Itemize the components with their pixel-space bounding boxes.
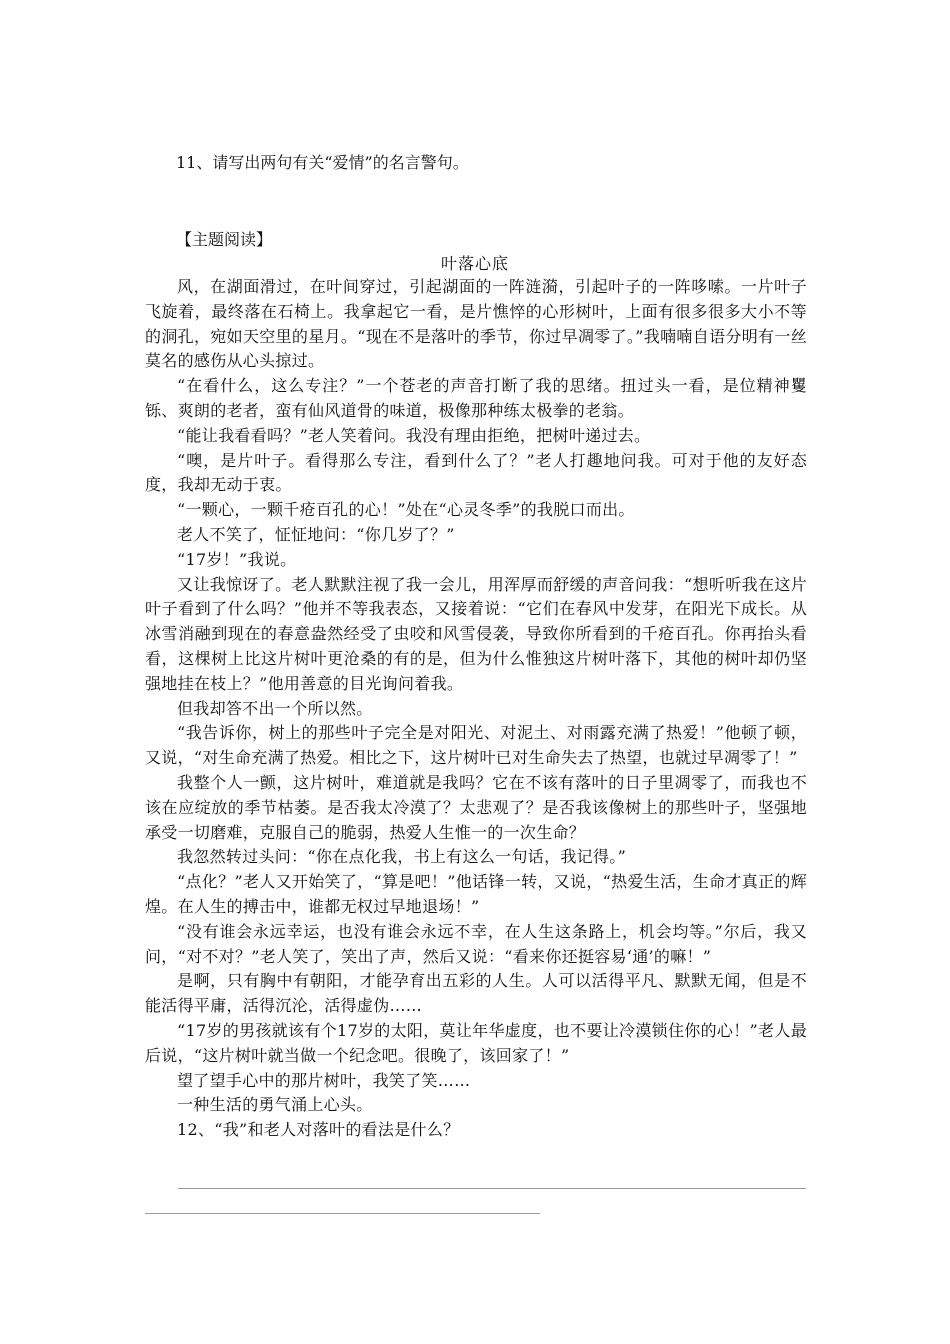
answer-line xyxy=(178,1188,806,1189)
article-paragraph: “能让我看看吗？”老人笑着问。我没有理由拒绝，把树叶递过去。 xyxy=(177,425,651,445)
article-paragraph: “我告诉你，树上的那些叶子完全是对阳光、对泥土、对雨露充满了热爱！”他顿了顿，又说，“对生命充满了热爱。相比之下，这片树叶已对生命失去了热望，也就过早凋零了！” xyxy=(145,723,807,768)
article-paragraph: 我整个人一颤，这片树叶，难道就是我吗？它在不该有落叶的日子里凋零了，而我也不该在应绽放的季节枯萎。是否我太冷漠了？太悲观了？是否我该像树上的那些叶子，坚强地承受一切磨难，克服自己的脆弱，热爱人生惟一的一次生命？ xyxy=(145,772,807,842)
article-paragraph: 是啊，只有胸中有朝阳，才能孕育出五彩的人生。人可以活得平凡、默默无闻，但是不能活得平庸，活得沉沦，活得虚伪…… xyxy=(145,971,807,1016)
article-paragraph: 一种生活的勇气涌上心头。 xyxy=(177,1095,373,1115)
article-paragraph: 又让我惊讶了。老人默默注视了我一会儿，用浑厚而舒缓的声音问我：“想听听我在这片叶子看到了什么吗？”他并不等我表态，又接着说：“它们在春风中发芽，在阳光下成长。从冰雪消融到现在的春意盎然经受了虫咬和风雪侵袭，导致你所看到的千疮百孔。你再抬头看看，这棵树上比这片树叶更沧桑的有的是，但为什么惟独这片树叶落下，其他的树叶却仍坚强地挂在枝上？”他用善意的目光询问着我。 xyxy=(145,574,807,693)
article-paragraph: “在看什么，这么专注？”一个苍老的声音打断了我的思绪。扭过头一看，是位精神矍铄、爽朗的老者，蛮有仙风道骨的味道，极像那种练太极拳的老翁。 xyxy=(145,376,807,420)
article-paragraph: 望了望手心中的那片树叶，我笑了笑…… xyxy=(177,1070,471,1090)
section-label-theme-reading: 【主题阅读】 xyxy=(176,230,273,249)
question-12: 12、“我”和老人对落叶的看法是什么？ xyxy=(177,1120,460,1140)
article-paragraph: 我忽然转过头问：“你在点化我，书上有这么一句话，我记得。” xyxy=(177,847,627,867)
article-paragraph: “17岁的男孩就该有个17岁的太阳，莫让年华虚度，也不要让冷漠锁住你的心！”老人最后说，“这片树叶就当做一个纪念吧。很晚了，该回家了！” xyxy=(145,1020,807,1065)
answer-line xyxy=(145,1213,540,1214)
article-paragraph: 老人不笑了，怔怔地问：“你几岁了？” xyxy=(177,524,455,544)
article-paragraph: 风，在湖面滑过，在叶间穿过，引起湖面的一阵涟漪，引起叶子的一阵哆嗦。一片叶子飞旋着，最终落在石椅上。我拿起它一看，是片憔悴的心形树叶，上面有很多很多大小不等的洞孔，宛如天空里的星月。“现在不是落叶的季节，你过早凋零了。”我喃喃自语分明有一丝莫名的感伤从心头掠过。 xyxy=(145,277,807,371)
article-paragraph: “噢，是片叶子。看得那么专注，看到什么了？”老人打趣地问我。可对于他的友好态度，我却无动于衷。 xyxy=(145,450,807,495)
article-body xyxy=(145,275,807,1143)
article-paragraph: 但我却答不出一个所以然。 xyxy=(177,698,373,718)
question-11: 11、请写出两句有关“爱情”的名言警句。 xyxy=(176,153,469,172)
article-paragraph: “没有谁会永远幸运，也没有谁会永远不幸，在人生这条路上，机会均等。”尔后，我又问，“对不对？”老人笑了，笑出了声，然后又说：“看来你还挺容易‘通’的嘛！” xyxy=(145,921,807,966)
article-paragraph: “一颗心，一颗千疮百孔的心！”处在“心灵冬季”的我脱口而出。 xyxy=(177,500,635,520)
article-paragraph: “17岁！”我说。 xyxy=(177,549,297,569)
article-paragraph: “点化？”老人又开始笑了，“算是吧！”他话锋一转，又说，“热爱生活，生命才真正的辉煌。在人生的搏击中，谁都无权过早地退场！” xyxy=(145,872,807,916)
article-title: 叶落心底 xyxy=(440,254,509,273)
